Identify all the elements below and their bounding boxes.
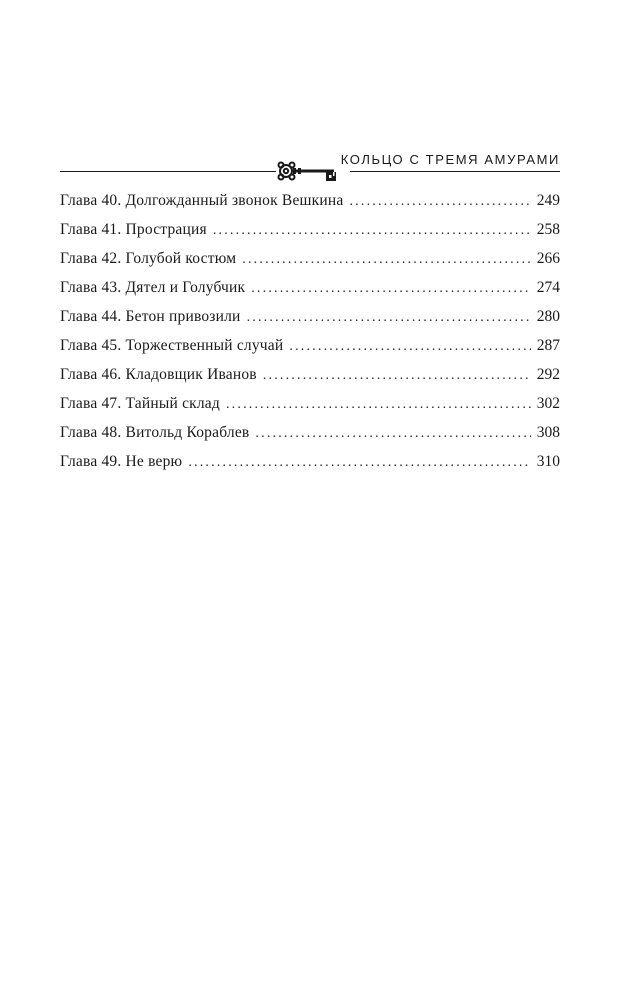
toc-entry: [60, 360, 560, 389]
toc-leader-dots: [349, 187, 530, 216]
toc-entry-title: Глава 49. Не верю: [60, 453, 183, 470]
toc-entry-title: Глава 41. Прострация: [60, 221, 207, 238]
toc-entry: [60, 418, 560, 447]
table-of-contents: [60, 186, 560, 476]
toc-entry-page: 287: [536, 337, 560, 354]
toc-entry: [60, 447, 560, 476]
toc-entry-title: Глава 42. Голубой костюм: [60, 250, 237, 267]
toc-entry-page: 308: [536, 424, 560, 441]
toc-leader-dots: [255, 419, 530, 448]
toc-entry: [60, 273, 560, 302]
toc-entry-page: 266: [536, 250, 560, 267]
toc-entry: [60, 331, 560, 360]
toc-leader-dots: [247, 303, 531, 332]
toc-entry: [60, 244, 560, 273]
toc-entry-title: Глава 45. Торжественный случай: [60, 337, 284, 354]
toc-leader-dots: [289, 332, 530, 361]
page-header: [60, 146, 560, 186]
toc-entry-title: Глава 48. Витольд Кораблев: [60, 424, 250, 441]
toc-leader-dots: [251, 274, 531, 303]
toc-entry-page: 249: [536, 192, 560, 209]
toc-entry-page: 258: [536, 221, 560, 238]
toc-entry: [60, 215, 560, 244]
toc-entry: [60, 389, 560, 418]
toc-leader-dots: [188, 448, 530, 477]
toc-entry-title: Глава 44. Бетон привозили: [60, 308, 241, 325]
toc-entry-title: Глава 46. Кладовщик Иванов: [60, 366, 257, 383]
toc-entry-page: 280: [536, 308, 560, 325]
toc-entry-page: 302: [536, 395, 560, 412]
toc-entry: [60, 302, 560, 331]
toc-entry-title: Глава 47. Тайный склад: [60, 395, 220, 412]
toc-entry-page: 274: [536, 279, 560, 296]
toc-entry-page: 292: [536, 366, 560, 383]
toc-leader-dots: [213, 216, 531, 245]
toc-entry-page: 310: [536, 453, 560, 470]
toc-entry-title: Глава 43. Дятел и Голубчик: [60, 279, 246, 296]
toc-leader-dots: [242, 245, 530, 274]
running-title: КОЛЬЦО С ТРЕМЯ АМУРАМИ: [340, 152, 560, 167]
toc-leader-dots: [226, 390, 531, 419]
toc-entry: [60, 186, 560, 215]
toc-entry-title: Глава 40. Долгожданный звонок Вешкина: [60, 192, 344, 209]
toc-leader-dots: [263, 361, 531, 390]
key-icon: [276, 158, 350, 184]
